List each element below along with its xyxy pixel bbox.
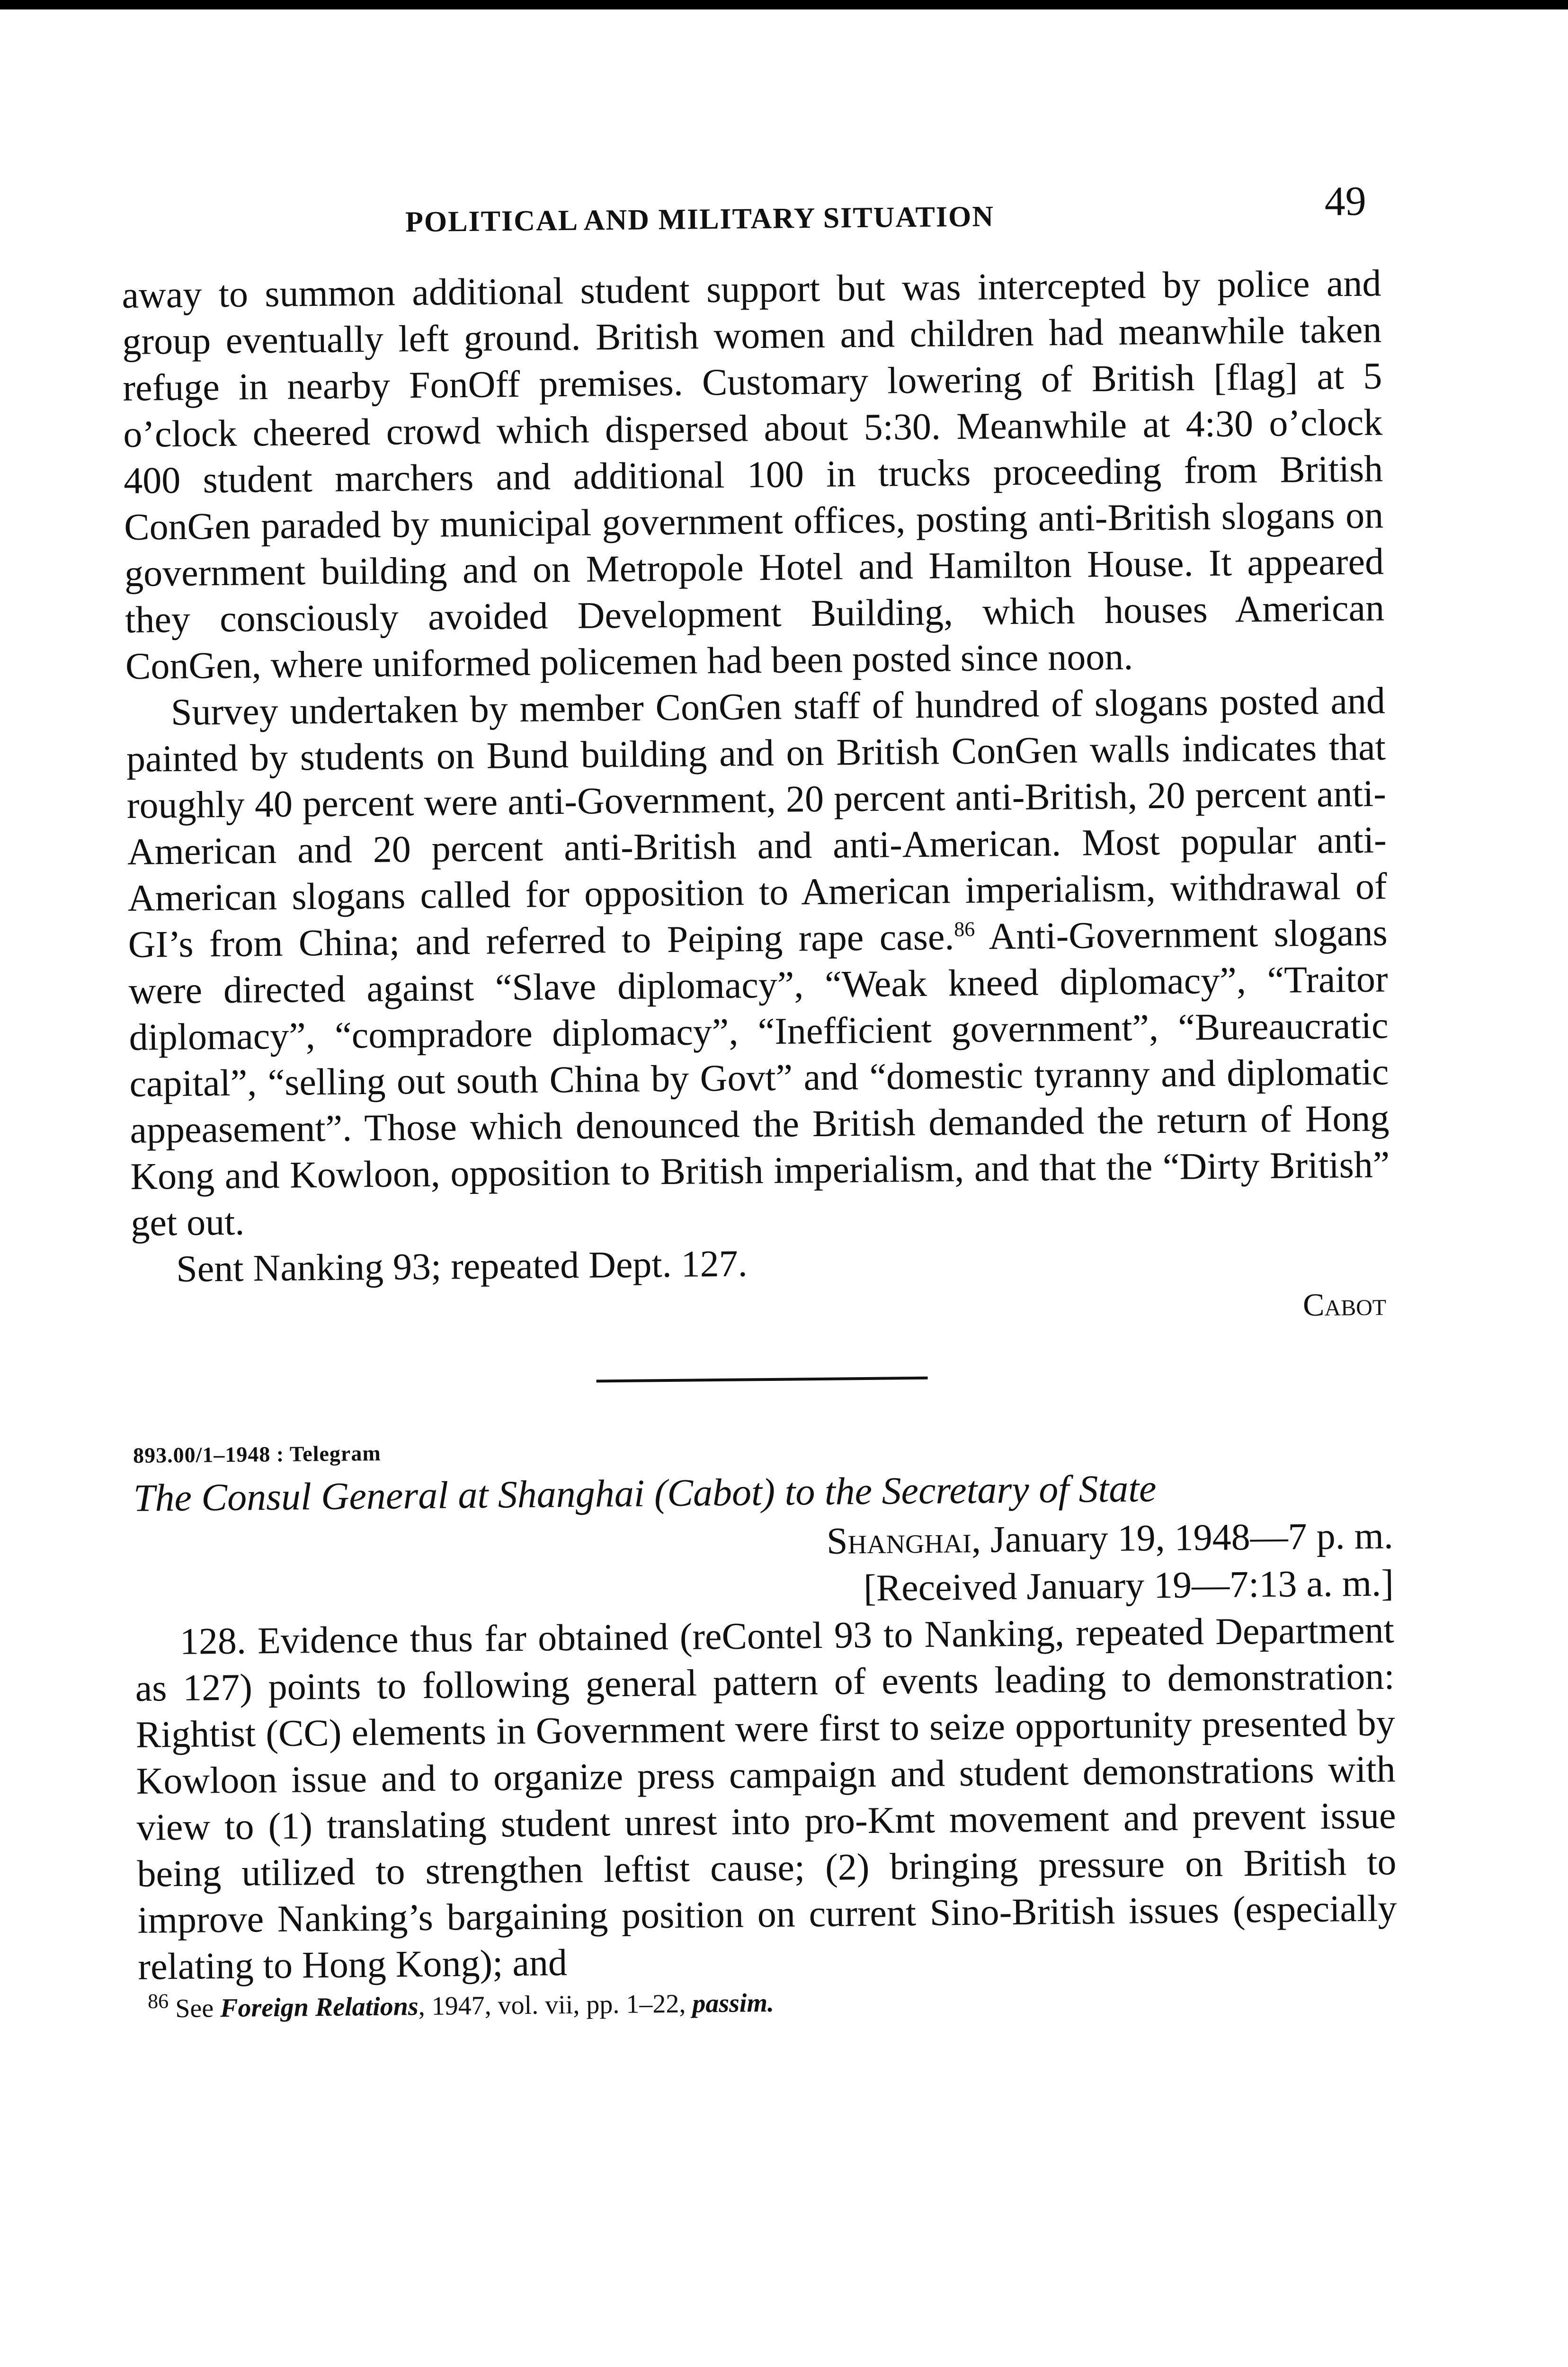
body-text <box>122 260 1398 2028</box>
top-border-rule <box>0 0 1568 9</box>
telegram-paragraph: 128. Evidence thus far obtained (reContel 93 to Nanking, repeated Department as 127) points to following general pattern of events leading to demonstration: Rightist (CC) elements in Government were first to seize opportunity presented by Kowloon issue and to organize press campaign and student demonstrations with view to (1) translating student unrest into pro-Kmt movement and prevent issue being utilized to strengthen leftist cause; (2) bringing pressure on British to improve Nanking’s bargaining position on current Sino-British issues (especially relating to Hong Kong); and <box>135 1609 1397 1988</box>
document-title: The Consul General at Shanghai (Cabot) to the Secretary of State <box>133 1467 1157 1520</box>
survey-text-after-note: Anti-Government slogans were directed against “Slave diplomacy”, “Weak kneed diplomacy”, “Traitor diplomacy”, “compradore diplomacy”, “Inefficient government”, “Bureaucratic capital”, “selling out south China by Govt” and “domestic tyranny and diplomatic appeasement”. Those which denounced the British demanded the return of Hong Kong and Kowloon, opposition to British imperialism, and that the “Dirty British” get out. <box>128 912 1390 1244</box>
continued-paragraph: away to summon additional student support but was intercepted by police and group eventually left ground. British women and children had meanwhile taken refuge in nearby FonOff premises. Customary lowering of British [flag] at 5 o’clock cheered crowd which dispersed about 5:30. Meanwhile at 4:30 o’clock 400 student marchers and additional 100 in trucks proceeding from British ConGen paraded by municipal government offices, posting anti-British slogans on government building and on Metropole Hotel and Hamilton House. It appeared they consciously avoided Development Building, which houses American ConGen, where uniformed policemen had been posted since noon. <box>122 262 1385 687</box>
page-number: 49 <box>1324 178 1367 225</box>
footnote-see: See <box>168 1993 221 2024</box>
dateline-date: , January 19, 1948—7 p. m. <box>971 1515 1394 1561</box>
footnote-marker: 86 <box>147 1989 169 2013</box>
dateline-place: Shanghai <box>826 1519 972 1562</box>
survey-paragraph <box>126 677 1390 1246</box>
footnote-work-title: Foreign Relations <box>220 1992 419 2023</box>
footnote-citation: , 1947, vol. vii, pp. 1–22, <box>418 1989 693 2021</box>
section-divider <box>597 1377 928 1383</box>
running-head <box>121 177 1381 241</box>
received-line: [Received January 19—7:13 a. m.] <box>863 1562 1394 1610</box>
footnote-passim: passim. <box>692 1988 775 2019</box>
file-reference: 893.00/1–1948 : Telegram <box>133 1441 381 1468</box>
document-page <box>121 158 1402 2367</box>
signature: Cabot <box>1302 1286 1387 1323</box>
survey-text-before-note: Survey undertaken by member ConGen staff of hundred of slogans posted and painted by students on Bund building and on British ConGen walls indicates that roughly 40 percent were anti-Government, 20 percent anti-British, 20 percent anti-American and 20 percent anti-British and anti-American. Most popular anti-American slogans called for opposition to American imperialism, withdrawal of GI’s from China; and referred to Peiping rape case. <box>126 680 1388 966</box>
running-title: POLITICAL AND MILITARY SITUATION <box>405 200 995 239</box>
footnote-reference: 86 <box>953 917 975 941</box>
sent-line: Sent Nanking 93; repeated Dept. 127. <box>176 1243 748 1290</box>
